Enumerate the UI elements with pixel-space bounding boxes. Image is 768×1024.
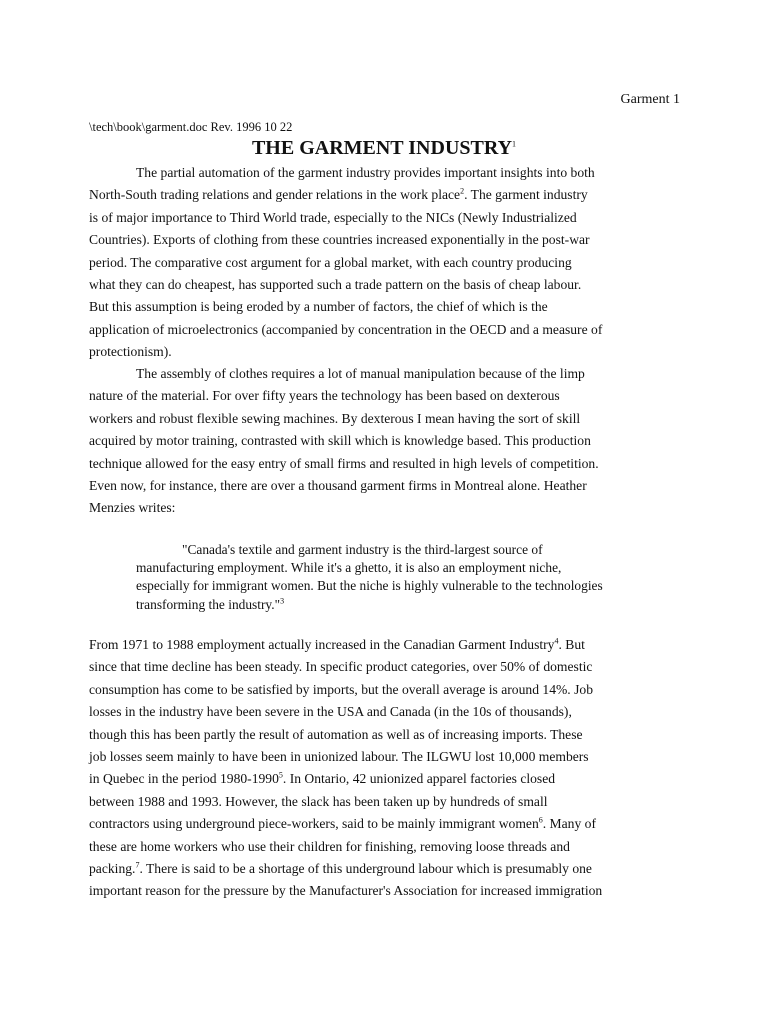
footnote-marker: 2: [460, 186, 465, 196]
footnote-marker: 3: [280, 596, 285, 606]
text-segment: packing.: [89, 860, 136, 876]
paragraph-line: Countries). Exports of clothing from these countries increased exponentially in the post-war: [89, 232, 590, 248]
text-segment: . Many of: [542, 816, 596, 832]
paragraph-line: [89, 634, 679, 656]
paragraph-line: acquired by motor training, contrasted with skill which is knowledge based. This production: [89, 433, 591, 449]
paragraph-line: these are home workers who use their children for finishing, removing loose threads and: [89, 838, 570, 854]
text-segment: . But: [558, 637, 585, 652]
quote-line: "Canada's textile and garment industry is the third-largest source of: [182, 542, 543, 557]
quote-line: [136, 596, 696, 614]
paragraph-line: The assembly of clothes requires a lot of manual manipulation because of the limp: [136, 366, 585, 381]
paragraph-line: But this assumption is being eroded by a number of factors, the chief of which is the: [89, 299, 548, 315]
paragraph-line: protectionism).: [89, 344, 172, 360]
paragraph-line: nature of the material. For over fifty years the technology has been based on dexterous: [89, 388, 560, 404]
paragraph-line: what they can do cheapest, has supported such a trade pattern on the basis of cheap labour.: [89, 276, 582, 292]
text-segment: From 1971 to 1988 employment actually increased in the Canadian Garment Industry: [89, 637, 555, 652]
quote-line: manufacturing employment. While it's a ghetto, it is also an employment niche,: [136, 560, 562, 576]
paragraph-line: [89, 768, 679, 790]
paragraph-line: application of microelectronics (accompanied by concentration in the OECD and a measure of: [89, 321, 603, 337]
text-segment: . In Ontario, 42 unionized apparel factories closed: [282, 771, 556, 787]
page-title: [0, 135, 768, 161]
paragraph-line: losses in the industry have been severe in the USA and Canada (in the 10s of thousands),: [89, 704, 572, 720]
paragraph-line: period. The comparative cost argument for a global market, with each country producing: [89, 254, 572, 270]
text-segment: contractors using underground piece-workers, said to be mainly immigrant women: [89, 816, 539, 832]
quote-line: especially for immigrant women. But the niche is highly vulnerable to the technologies: [136, 578, 603, 594]
paragraph-line: job losses seem mainly to have been in unionized labour. The ILGWU lost 10,000 members: [89, 748, 589, 764]
text-segment: in Quebec in the period 1980-1990: [89, 771, 279, 787]
paragraph-line: consumption has come to be satisfied by imports, but the overall average is around 14%. Job: [89, 681, 593, 697]
paragraph-line: since that time decline has been steady. In specific product categories, over 50% of domestic: [89, 659, 593, 675]
paragraph-line: though this has been partly the result of automation as well as of increasing imports. These: [89, 726, 583, 742]
footnote-marker: 6: [538, 815, 543, 825]
text-segment: . The garment industry: [464, 187, 588, 203]
paragraph-line: [89, 184, 679, 206]
paragraph-line: technique allowed for the easy entry of small firms and resulted in high levels of competition.: [89, 455, 599, 471]
page-header-label: Garment 1: [620, 92, 680, 107]
paragraph-line: [89, 813, 679, 835]
footnote-marker: 5: [278, 770, 283, 780]
title-text: THE GARMENT INDUSTRY: [251, 137, 513, 159]
paragraph-line: between 1988 and 1993. However, the slack has been taken up by hundreds of small: [89, 793, 548, 809]
paragraph-3: [89, 634, 679, 903]
paragraph-line: [89, 858, 679, 880]
paragraph-line: Even now, for instance, there are over a thousand garment firms in Montreal alone. Heather: [89, 477, 587, 493]
paragraph-line: is of major importance to Third World trade, especially to the NICs (Newly Industrialized: [89, 209, 577, 225]
paragraph-1: [89, 162, 679, 364]
title-footnote-marker: 1: [512, 139, 517, 149]
paragraph-line: important reason for the pressure by the Manufacturer's Association for increased immigration: [89, 883, 603, 899]
block-quote: [136, 541, 696, 614]
text-segment: transforming the industry.": [136, 596, 281, 612]
paragraph-2: [89, 363, 679, 520]
paragraph-line: The partial automation of the garment industry provides important insights into both: [136, 165, 595, 180]
footnote-marker: 7: [135, 860, 140, 870]
text-segment: North-South trading relations and gender relations in the work place: [89, 187, 461, 203]
paragraph-line: Menzies writes:: [89, 500, 176, 516]
footnote-marker: 4: [554, 636, 559, 646]
text-segment: . There is said to be a shortage of this underground labour which is presumably one: [139, 860, 592, 876]
document-path: \tech\book\garment.doc Rev. 1996 10 22: [89, 120, 293, 134]
paragraph-line: workers and robust flexible sewing machines. By dexterous I mean having the sort of skill: [89, 410, 581, 426]
